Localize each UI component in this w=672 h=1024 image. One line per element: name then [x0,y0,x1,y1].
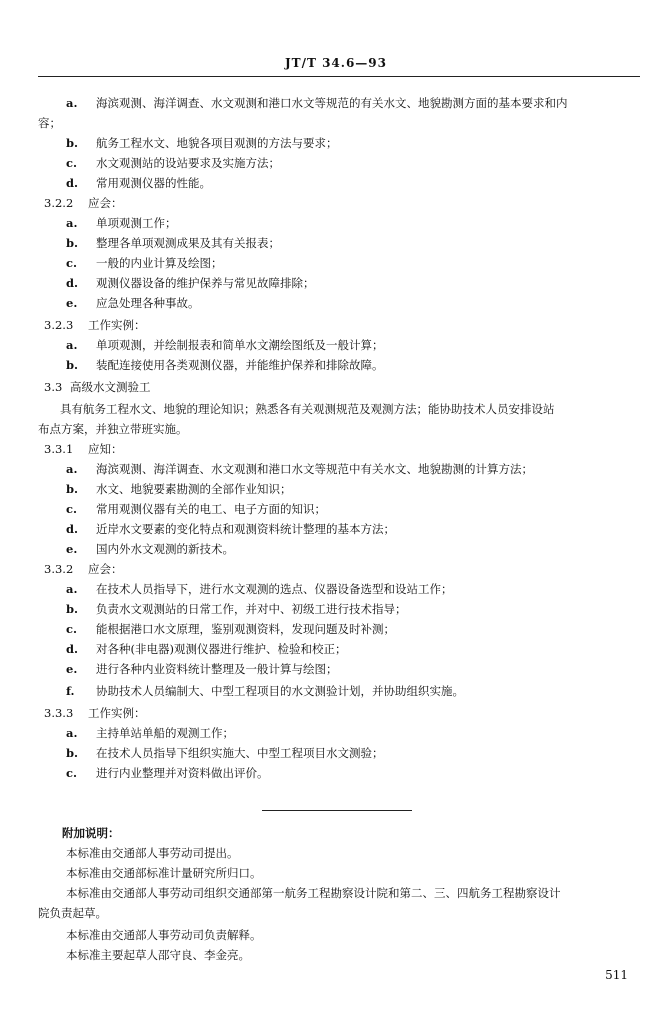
item-letter: c. [66,156,78,170]
item-text: 水文、地貌要素勘测的全部作业知识； [96,482,292,496]
list-item [66,462,533,476]
section-title: 工作实例： [88,318,146,332]
list-item [66,522,395,536]
section-title: 高级水文测验工 [70,380,151,394]
note-line: 本标准由交通部人事劳动司提出。 [66,846,239,860]
item-text: 整理各单项观测成果及其有关报表； [96,236,280,250]
item-text: 主持单站单船的观测工作； [96,726,234,740]
item-letter: b. [66,602,79,616]
list-item [66,622,395,636]
paragraph-line: 具有航务工程水文、地貌的理论知识；熟悉各有关观测规范及观测方法；能协助技术人员安排设站 [60,402,555,416]
item-letter: c. [66,766,78,780]
list-item [66,662,338,676]
item-text: 一般的内业计算及绘图； [96,256,223,270]
list-item [66,358,384,372]
item-letter: a. [66,462,78,476]
item-text: 单项观测，并绘制报表和简单水文潮绘图纸及一般计算； [96,338,384,352]
section-heading-3-3-2 [44,562,123,576]
list-item [66,582,453,596]
section-heading-3-2-3 [44,318,146,332]
item-letter: b. [66,236,79,250]
item-text: 进行各种内业资料统计整理及一般计算与绘图； [96,662,338,676]
item-text: 协助技术人员编制大、中型工程项目的水文测验计划，并协助组织实施。 [96,684,464,698]
item-text: 进行内业整理并对资料做出评价。 [96,766,269,780]
list-item [66,256,223,270]
item-letter: c. [66,622,78,636]
item-text: 近岸水文要素的变化特点和观测资料统计整理的基本方法； [96,522,395,536]
note-continuation: 院负责起草。 [38,906,107,920]
list-item [66,766,269,780]
note-line: 本标准由交通部标准计量研究所归口。 [66,866,262,880]
list-item [66,176,211,190]
list-item [66,236,280,250]
item-letter: b. [66,136,79,150]
list-item [66,338,384,352]
section-number: 3.2.3 [44,318,74,332]
item-letter: a. [66,726,78,740]
item-text: 在技术人员指导下组织实施大、中型工程项目水文测验； [96,746,384,760]
section-heading-3-2-2 [44,196,123,210]
section-number: 3.3.2 [44,562,74,576]
item-letter: d. [66,642,79,656]
list-item [66,746,384,760]
list-item [66,296,200,310]
item-text: 国内外水文观测的新技术。 [96,542,234,556]
list-item [66,482,292,496]
header-divider [38,76,640,77]
list-item [66,216,177,230]
item-letter: d. [66,522,79,536]
note-line: 本标准由交通部人事劳动司负责解释。 [66,928,262,942]
item-letter: a. [66,582,78,596]
item-text: 常用观测仪器的性能。 [96,176,211,190]
item-continuation: 容； [38,116,61,130]
list-item [66,156,280,170]
item-letter: d. [66,276,79,290]
section-title: 应会： [88,562,123,576]
paragraph-continuation: 布点方案，并独立带班实施。 [38,422,188,436]
item-text: 海滨观测、海洋调查、水文观测和港口水文等规范的有关水文、地貌勘测方面的基本要求和内 [96,96,568,110]
item-text: 对各种(非电器)观测仪器进行维护、检验和校正； [96,642,347,656]
section-number: 3.3.3 [44,706,74,720]
item-text: 负责水文观测站的日常工作，并对中、初级工进行技术指导； [96,602,407,616]
section-title: 应会： [88,196,123,210]
list-item [66,684,464,698]
item-text: 水文观测站的设站要求及实施方法； [96,156,280,170]
note-line: 本标准由交通部人事劳动司组织交通部第一航务工程勘察设计院和第二、三、四航务工程勘察设计 [66,886,561,900]
item-text: 单项观测工作； [96,216,177,230]
list-item [66,726,234,740]
item-letter: b. [66,482,79,496]
notes-title: 附加说明： [62,826,120,840]
list-item [66,602,407,616]
item-letter: a. [66,338,78,352]
item-letter: e. [66,662,78,676]
document-header-code: JT/T 34.6—93 [284,56,388,70]
section-number: 3.2.2 [44,196,74,210]
section-number: 3.3.1 [44,442,74,456]
footer-divider [262,810,412,811]
item-text: 海滨观测、海洋调查、水文观测和港口水文等规范中有关水文、地貌勘测的计算方法； [96,462,533,476]
item-letter: f. [66,684,75,698]
item-text: 在技术人员指导下，进行水文观测的选点、仪器设备选型和设站工作； [96,582,453,596]
section-heading-3-3 [44,380,151,394]
note-line: 本标准主要起草人邵守良、李金亮。 [66,948,250,962]
section-title: 应知： [88,442,123,456]
item-text: 航务工程水文、地貌各项目观测的方法与要求； [96,136,338,150]
item-letter: c. [66,502,78,516]
list-item [66,136,338,150]
item-letter: e. [66,296,78,310]
item-letter: a. [66,96,78,110]
list-item [66,96,568,110]
section-heading-3-3-1 [44,442,123,456]
item-letter: a. [66,216,78,230]
item-text: 常用观测仪器有关的电工、电子方面的知识； [96,502,326,516]
item-letter: b. [66,358,79,372]
item-letter: e. [66,542,78,556]
section-title: 工作实例： [88,706,146,720]
list-item [66,502,326,516]
section-number: 3.3 [44,380,63,394]
item-text: 观测仪器设备的维护保养与常见故障排除； [96,276,315,290]
page-number: 511 [605,968,628,982]
list-item [66,542,234,556]
list-item [66,642,346,656]
section-heading-3-3-3 [44,706,146,720]
list-item [66,276,315,290]
item-letter: b. [66,746,79,760]
item-text: 能根据港口水文原理，鉴别观测资料，发现问题及时补测； [96,622,395,636]
item-letter: d. [66,176,79,190]
item-text: 应急处理各种事故。 [96,296,200,310]
item-letter: c. [66,256,78,270]
item-text: 装配连接使用各类观测仪器，并能维护保养和排除故障。 [96,358,384,372]
